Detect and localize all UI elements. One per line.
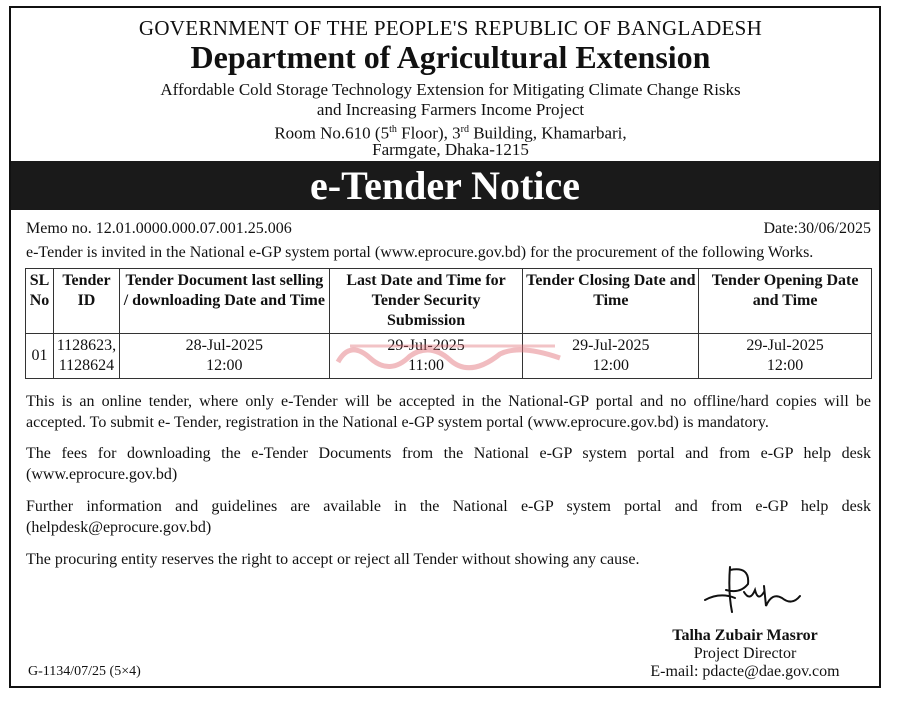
header-sl: SL No <box>26 269 54 334</box>
footer-code: G-1134/07/25 (5×4) <box>28 664 141 679</box>
cell-sl: 01 <box>26 334 54 379</box>
government-heading: GOVERNMENT OF THE PEOPLE'S REPUBLIC OF BANGLADESH <box>138 16 763 40</box>
address-line2: Farmgate, Dhaka-1215 <box>372 140 529 159</box>
paragraph-further-info: Further information and guidelines are available in the National e-GP system portal and from e-GP help desk (helpdesk@eprocure.gov.bd) <box>26 498 871 536</box>
header-tender-id: Tender ID <box>53 269 119 334</box>
cell-doc-datetime: 28-Jul-2025 12:00 <box>119 334 329 379</box>
paragraph-fees: The fees for downloading the e-Tender Documents from the National e-GP system portal and from e-GP help desk (www.eprocure.gov.bd) <box>26 445 871 483</box>
signatory-block <box>640 627 850 681</box>
project-name-line1: Affordable Cold Storage Technology Extension for Mitigating Climate Change Risks <box>160 80 741 99</box>
header-opening: Tender Opening Date and Time <box>699 269 872 334</box>
paragraph-rights: The procuring entity reserves the right to accept or reject all Tender without showing any cause. <box>26 551 640 568</box>
memo-number: Memo no. 12.01.0000.000.07.001.25.006 <box>26 220 292 237</box>
cell-security-datetime: 29-Jul-2025 11:00 <box>329 334 523 379</box>
notice-title-banner: e-Tender Notice <box>11 161 879 210</box>
header-doc-selling: Tender Document last selling / downloading Date and Time <box>119 269 329 334</box>
notice-date: Date:30/06/2025 <box>763 220 871 237</box>
header-security: Last Date and Time for Tender Security Submission <box>329 269 523 334</box>
project-name-line2: and Increasing Farmers Income Project <box>316 100 585 119</box>
header-closing: Tender Closing Date and Time <box>523 269 699 334</box>
intro-text: e-Tender is invited in the National e-GP system portal (www.eprocure.gov.bd) for the procurement of the following Works. <box>26 244 814 261</box>
cell-opening-datetime: 29-Jul-2025 12:00 <box>699 334 872 379</box>
table-header-row <box>26 269 872 334</box>
cell-closing-datetime: 29-Jul-2025 12:00 <box>523 334 699 379</box>
signatory-name: Talha Zubair Masror <box>672 627 818 644</box>
paragraph-online-tender: This is an online tender, where only e-Tender will be accepted in the National-GP portal and no offline/hard copies will be accepted. To submit e- Tender, registration in the National e-GP system portal (www.eprocure.gov.bd) is mandatory. <box>26 393 871 431</box>
signatory-email: E-mail: pdacte@dae.gov.com <box>650 663 840 680</box>
department-title: Department of Agricultural Extension <box>190 39 711 75</box>
address-line1: Room No.610 (5th Floor), 3rd Building, Khamarbari, <box>274 123 627 143</box>
cell-tender-id: 1128623, 1128624 <box>53 334 119 379</box>
watermark-logo <box>330 332 570 372</box>
signature-image <box>700 562 810 622</box>
signatory-title: Project Director <box>693 645 797 662</box>
